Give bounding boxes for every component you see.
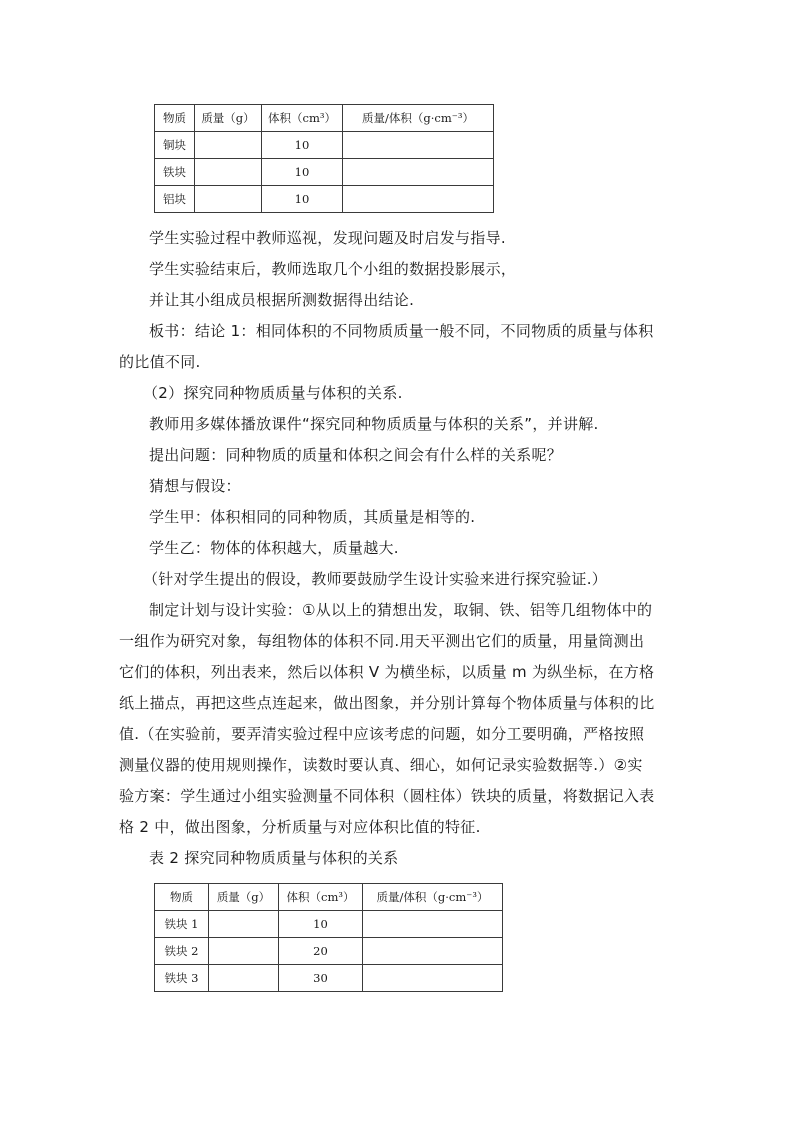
paragraph: 格 2 中，做出图象，分析质量与对应体积比值的特征. bbox=[119, 818, 481, 836]
paragraph: 并让其小组成员根据所测数据得出结论. bbox=[149, 291, 415, 309]
paragraph: 学生实验过程中教师巡视，发现问题及时启发与指导. bbox=[149, 229, 506, 247]
paragraph: 测量仪器的使用规则操作，读数时要认真、细心，如何记录实验数据等.）②实 bbox=[119, 756, 643, 774]
paragraph: 制定计划与设计实验：①从以上的猜想出发，取铜、铁、铝等几组物体中的 bbox=[149, 601, 653, 619]
ratio-cell bbox=[363, 911, 503, 938]
table-caption: 表 2 探究同种物质质量与体积的关系 bbox=[149, 849, 399, 867]
table-row bbox=[155, 965, 503, 992]
table-row bbox=[155, 132, 494, 159]
table-header-row bbox=[155, 884, 503, 911]
paragraph: 学生甲：体积相同的同种物质，其质量是相等的. bbox=[149, 508, 476, 526]
paragraph: 的比值不同. bbox=[119, 353, 201, 371]
volume-cell: 10 bbox=[262, 159, 343, 186]
mass-cell bbox=[209, 965, 279, 992]
paragraph: 学生乙：物体的体积越大，质量越大. bbox=[149, 539, 399, 557]
table-header-cell: 物质 bbox=[155, 105, 195, 132]
table-header-cell: 体积（cm³） bbox=[279, 884, 363, 911]
material-cell: 铁块 2 bbox=[155, 938, 209, 965]
density-table-1 bbox=[154, 104, 494, 213]
ratio-cell bbox=[343, 132, 494, 159]
material-cell: 铝块 bbox=[155, 186, 195, 213]
mass-cell bbox=[209, 911, 279, 938]
table-header-cell: 质量/体积（g·cm⁻³） bbox=[343, 105, 494, 132]
table-row bbox=[155, 186, 494, 213]
table-header-row bbox=[155, 105, 494, 132]
density-table-2 bbox=[154, 883, 503, 992]
table-row bbox=[155, 911, 503, 938]
section-heading: （2）探究同种物质质量与体积的关系. bbox=[143, 384, 403, 402]
material-cell: 铁块 1 bbox=[155, 911, 209, 938]
paragraph: （针对学生提出的假设，教师要鼓励学生设计实验来进行探究验证.） bbox=[143, 570, 608, 588]
mass-cell bbox=[209, 938, 279, 965]
ratio-cell bbox=[343, 186, 494, 213]
paragraph: 猜想与假设： bbox=[149, 477, 241, 495]
paragraph: 教师用多媒体播放课件“探究同种物质质量与体积的关系”，并讲解. bbox=[149, 415, 599, 433]
table-row bbox=[155, 159, 494, 186]
paragraph: 验方案：学生通过小组实验测量不同体积（圆柱体）铁块的质量，将数据记入表 bbox=[119, 787, 655, 805]
ratio-cell bbox=[343, 159, 494, 186]
mass-cell bbox=[195, 159, 262, 186]
material-cell: 铁块 bbox=[155, 159, 195, 186]
table-header-cell: 物质 bbox=[155, 884, 209, 911]
table-row bbox=[155, 938, 503, 965]
volume-cell: 20 bbox=[279, 938, 363, 965]
paragraph: 纸上描点，再把这些点连起来，做出图象，并分别计算每个物体质量与体积的比 bbox=[119, 694, 655, 712]
paragraph: 它们的体积，列出表来，然后以体积 V 为横坐标，以质量 m 为纵坐标，在方格 bbox=[119, 663, 655, 681]
volume-cell: 10 bbox=[262, 132, 343, 159]
table-header-cell: 质量（g） bbox=[195, 105, 262, 132]
table-header-cell: 质量/体积（g·cm⁻³） bbox=[363, 884, 503, 911]
table-header-cell: 质量（g） bbox=[209, 884, 279, 911]
paragraph: 值.（在实验前，要弄清实验过程中应该考虑的问题，如分工要明确，严格按照 bbox=[119, 725, 645, 743]
paragraph: 学生实验结束后，教师选取几个小组的数据投影展示， bbox=[149, 260, 517, 278]
volume-cell: 30 bbox=[279, 965, 363, 992]
paragraph: 一组作为研究对象，每组物体的体积不同.用天平测出它们的质量，用量筒测出 bbox=[119, 632, 645, 650]
ratio-cell bbox=[363, 965, 503, 992]
mass-cell bbox=[195, 186, 262, 213]
ratio-cell bbox=[363, 938, 503, 965]
volume-cell: 10 bbox=[262, 186, 343, 213]
paragraph: 板书：结论 1：相同体积的不同物质质量一般不同，不同物质的质量与体积 bbox=[149, 322, 654, 340]
table-header-cell: 体积（cm³） bbox=[262, 105, 343, 132]
paragraph: 提出问题：同种物质的质量和体积之间会有什么样的关系呢？ bbox=[149, 446, 563, 464]
material-cell: 铜块 bbox=[155, 132, 195, 159]
mass-cell bbox=[195, 132, 262, 159]
material-cell: 铁块 3 bbox=[155, 965, 209, 992]
volume-cell: 10 bbox=[279, 911, 363, 938]
